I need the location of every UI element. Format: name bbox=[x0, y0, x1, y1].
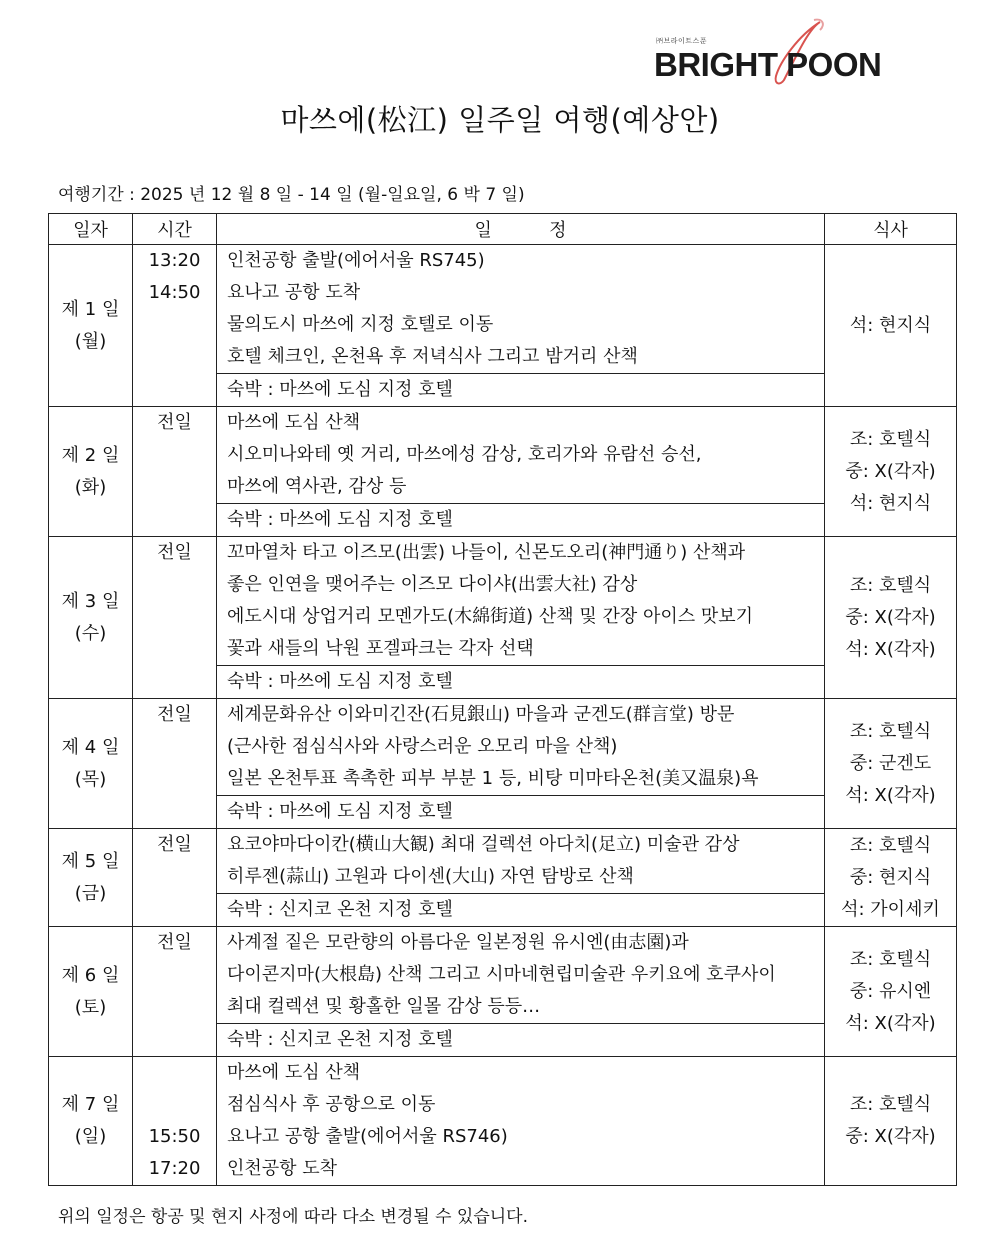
time-entry bbox=[133, 861, 216, 893]
day-number: 제 5 일 bbox=[61, 850, 120, 872]
meal-entry: 석: X(각자) bbox=[845, 784, 936, 806]
meal-cell bbox=[825, 699, 957, 829]
time-entry bbox=[133, 1057, 216, 1089]
plan-line: 요나고 공항 도착 bbox=[227, 282, 361, 303]
day-cell bbox=[49, 537, 133, 699]
time-entry bbox=[133, 959, 216, 991]
meal-cell bbox=[825, 407, 957, 537]
day-cell bbox=[49, 245, 133, 407]
accommodation-line: 숙박 : 마쓰에 도심 지정 호텔 bbox=[217, 503, 824, 536]
brightspoon-logo bbox=[650, 18, 910, 88]
plan-line: 다이콘지마(大根島) 산책 그리고 시마네현립미술관 우키요에 호쿠사이 bbox=[227, 964, 776, 985]
day-row bbox=[49, 927, 957, 1057]
meal-entry: 석: 현지식 bbox=[849, 492, 932, 514]
weekday: (월) bbox=[74, 330, 107, 352]
time-entry: 전일 bbox=[157, 542, 192, 563]
brand-name: BRIGHT POON bbox=[654, 46, 882, 83]
travel-period: 여행기간 : 2025 년 12 월 8 일 - 14 일 (월-일요일, 6 박 7 일) bbox=[58, 185, 525, 205]
time-entry bbox=[133, 309, 216, 341]
plan-cell bbox=[217, 245, 825, 407]
weekday: (목) bbox=[74, 768, 107, 790]
time-entry: 전일 bbox=[157, 412, 192, 433]
day-cell bbox=[49, 407, 133, 537]
day-cell bbox=[49, 927, 133, 1057]
meal-entry: 석: X(각자) bbox=[845, 1012, 936, 1034]
accommodation-line: 숙박 : 마쓰에 도심 지정 호텔 bbox=[217, 665, 824, 698]
meal-entry: 조: 호텔식 bbox=[849, 720, 932, 742]
time-entry bbox=[133, 569, 216, 601]
plan-line: 요나고 공항 출발(에어서울 RS746) bbox=[227, 1126, 508, 1147]
time-entry: 15:50 bbox=[148, 1126, 201, 1147]
meal-entry: 석: 현지식 bbox=[849, 314, 932, 336]
time-entry: 전일 bbox=[157, 834, 192, 855]
plan-cell bbox=[217, 699, 825, 829]
day-cell bbox=[49, 829, 133, 927]
time-entry: 전일 bbox=[157, 704, 192, 725]
weekday: (일) bbox=[74, 1126, 107, 1147]
day-number: 제 4 일 bbox=[61, 736, 120, 758]
plan-line: 물의도시 마쓰에 지정 호텔로 이동 bbox=[227, 314, 494, 335]
day-row bbox=[49, 699, 957, 829]
meal-entry: 중: X(각자) bbox=[845, 460, 936, 482]
time-entry bbox=[133, 991, 216, 1023]
day-number: 제 7 일 bbox=[61, 1094, 120, 1115]
header-plan: 일 정 bbox=[217, 214, 825, 245]
time-entry bbox=[133, 633, 216, 665]
plan-line: 사계절 짙은 모란향의 아름다운 일본정원 유시엔(由志園)과 bbox=[227, 932, 689, 953]
meal-entry: 조: 호텔식 bbox=[849, 428, 932, 450]
weekday: (금) bbox=[74, 882, 107, 904]
time-entry bbox=[133, 601, 216, 633]
time-entry bbox=[133, 439, 216, 471]
day-row bbox=[49, 537, 957, 699]
plan-line: 에도시대 상업거리 모멘가도(木綿街道) 산책 및 간장 아이스 맛보기 bbox=[227, 606, 754, 627]
weekday: (수) bbox=[74, 622, 107, 644]
plan-cell bbox=[217, 537, 825, 699]
plan-cell bbox=[217, 407, 825, 537]
table-header-row bbox=[49, 214, 957, 245]
meal-entry: 조: 호텔식 bbox=[849, 948, 932, 970]
accommodation-line: 숙박 : 신지코 온천 지정 호텔 bbox=[217, 893, 824, 926]
plan-line: 마쓰에 도심 산책 bbox=[227, 1062, 361, 1083]
plan-line: 점심식사 후 공항으로 이동 bbox=[227, 1094, 436, 1115]
time-entry: 17:20 bbox=[148, 1158, 201, 1179]
meal-entry: 석: 가이세키 bbox=[841, 898, 940, 920]
meal-entry: 중: X(각자) bbox=[845, 1126, 936, 1147]
day-row bbox=[49, 407, 957, 537]
plan-cell bbox=[217, 1057, 825, 1186]
time-cell bbox=[133, 927, 217, 1057]
meal-cell bbox=[825, 927, 957, 1057]
plan-line: 좋은 인연을 맺어주는 이즈모 다이샤(出雲大社) 감상 bbox=[227, 574, 638, 595]
day-number: 제 2 일 bbox=[61, 444, 120, 466]
day-number: 제 6 일 bbox=[61, 964, 120, 986]
meal-entry: 중: X(각자) bbox=[845, 606, 936, 628]
weekday: (토) bbox=[74, 996, 107, 1018]
header-time: 시간 bbox=[133, 214, 217, 245]
header-meal: 식사 bbox=[825, 214, 957, 245]
time-entry bbox=[133, 1089, 216, 1121]
time-cell bbox=[133, 407, 217, 537]
page-title: 마쓰에(松江) 일주일 여행(예상안) bbox=[280, 103, 720, 137]
plan-line: 호텔 체크인, 온천욕 후 저녁식사 그리고 밤거리 산책 bbox=[227, 346, 638, 367]
time-entry: 전일 bbox=[157, 932, 192, 953]
plan-line: 인천공항 출발(에어서울 RS745) bbox=[227, 250, 485, 271]
plan-line: 시오미나와테 옛 거리, 마쓰에성 감상, 호리가와 유람선 승선, bbox=[227, 444, 702, 465]
plan-line: 마쓰에 도심 산책 bbox=[227, 412, 361, 433]
time-cell bbox=[133, 537, 217, 699]
time-entry bbox=[133, 731, 216, 763]
plan-line: 꼬마열차 타고 이즈모(出雲) 나들이, 신몬도오리(神門通り) 산책과 bbox=[227, 542, 746, 563]
day-row bbox=[49, 1057, 957, 1186]
time-cell bbox=[133, 1057, 217, 1186]
meal-entry: 조: 호텔식 bbox=[849, 834, 932, 856]
accommodation-line: 숙박 : 마쓰에 도심 지정 호텔 bbox=[217, 373, 824, 406]
day-row bbox=[49, 829, 957, 927]
time-cell bbox=[133, 699, 217, 829]
day-cell bbox=[49, 699, 133, 829]
plan-line: 꽃과 새들의 낙원 포겔파크는 각자 선택 bbox=[227, 638, 534, 659]
plan-cell bbox=[217, 927, 825, 1057]
plan-line: 최대 컬렉션 및 황홀한 일몰 감상 등등… bbox=[227, 996, 541, 1017]
plan-line: 세계문화유산 이와미긴잔(石見銀山) 마을과 군겐도(群言堂) 방문 bbox=[227, 704, 735, 725]
meal-entry: 중: 현지식 bbox=[849, 866, 932, 888]
time-cell bbox=[133, 829, 217, 927]
header-day: 일자 bbox=[49, 214, 133, 245]
accommodation-line: 숙박 : 마쓰에 도심 지정 호텔 bbox=[217, 795, 824, 828]
meal-entry: 석: X(각자) bbox=[845, 638, 936, 660]
time-entry bbox=[133, 471, 216, 503]
meal-cell bbox=[825, 1057, 957, 1186]
plan-line: 마쓰에 역사관, 감상 등 bbox=[227, 476, 407, 497]
plan-line: 요코야마다이칸(横山大観) 최대 걸렉션 아다치(足立) 미술관 감상 bbox=[227, 834, 740, 855]
time-entry: 14:50 bbox=[148, 282, 201, 303]
time-entry bbox=[133, 763, 216, 795]
time-entry bbox=[133, 341, 216, 373]
time-cell bbox=[133, 245, 217, 407]
plan-line: 히루젠(蒜山) 고원과 다이센(大山) 자연 탐방로 산책 bbox=[227, 866, 634, 887]
plan-cell bbox=[217, 829, 825, 927]
accommodation-line: 숙박 : 신지코 온천 지정 호텔 bbox=[217, 1023, 824, 1056]
plan-line: 일본 온천투표 촉촉한 피부 부분 1 등, 비탕 미마타온천(美又温泉)욕 bbox=[227, 768, 759, 789]
brand-korean-text: ㈜브라이트스푼 bbox=[656, 37, 708, 45]
meal-entry: 중: 유시엔 bbox=[849, 980, 932, 1002]
meal-entry: 조: 호텔식 bbox=[849, 1094, 932, 1115]
day-number: 제 3 일 bbox=[61, 590, 120, 612]
time-entry: 13:20 bbox=[148, 250, 201, 271]
plan-line: (근사한 점심식사와 사랑스러운 오모리 마을 산책) bbox=[227, 736, 618, 757]
plan-line: 인천공항 도착 bbox=[227, 1158, 338, 1179]
schedule-table bbox=[48, 213, 957, 1186]
weekday: (화) bbox=[74, 476, 107, 498]
meal-entry: 중: 군겐도 bbox=[849, 752, 932, 774]
day-cell bbox=[49, 1057, 133, 1186]
meal-cell bbox=[825, 537, 957, 699]
meal-entry: 조: 호텔식 bbox=[849, 574, 932, 596]
day-row bbox=[49, 245, 957, 407]
footnote: 위의 일정은 항공 및 현지 사정에 따라 다소 변경될 수 있습니다. bbox=[58, 1207, 528, 1227]
meal-cell bbox=[825, 829, 957, 927]
meal-cell bbox=[825, 245, 957, 407]
day-number: 제 1 일 bbox=[61, 298, 120, 320]
